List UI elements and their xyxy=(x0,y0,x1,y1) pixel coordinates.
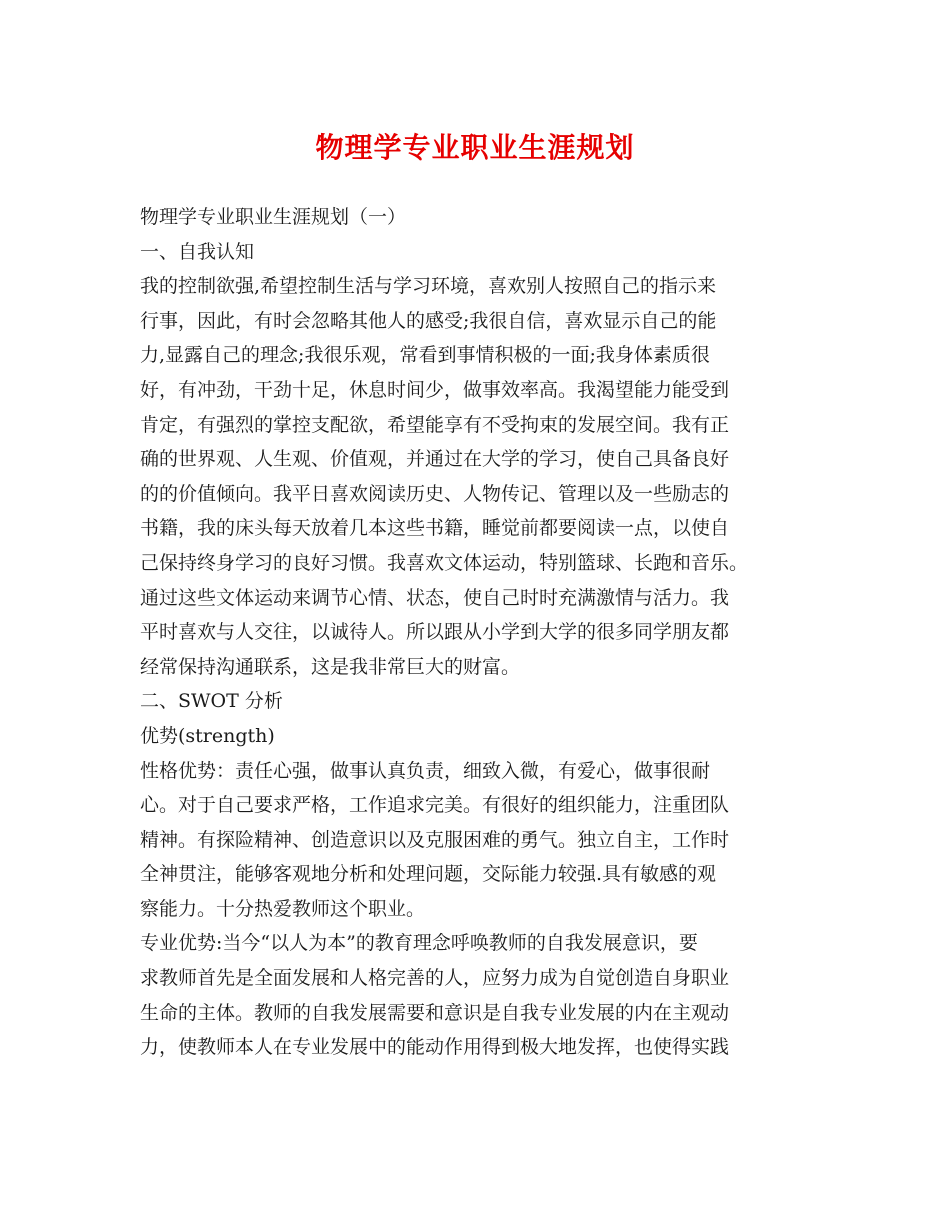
paragraph-line: 力,显露自己的理念;我很乐观，常看到事情积极的一面;我身体素质很 xyxy=(140,344,710,367)
paragraph-line: 优势(strength) xyxy=(140,724,275,747)
paragraph-line: 力，使教师本人在专业发展中的能动作用得到极大地发挥，也使得实践 xyxy=(140,1036,730,1059)
paragraph-line: 性格优势：责任心强，做事认真负责，细致入微，有爱心，做事很耐 xyxy=(140,759,711,782)
paragraph-line: 物理学专业职业生涯规划（一） xyxy=(140,206,407,228)
paragraph-line: 全神贯注，能够客观地分析和处理问题，交际能力较强.具有敏感的观 xyxy=(140,863,717,886)
paragraph-line: 察能力。十分热爱教师这个职业。 xyxy=(140,897,426,920)
paragraph-line: 行事，因此，有时会忽略其他人的感受;我很自信，喜欢显示自己的能 xyxy=(140,309,717,332)
paragraph-line: 一、自我认知 xyxy=(140,240,255,263)
document-body xyxy=(140,200,820,1065)
paragraph-line: 肯定，有强烈的掌控支配欲，希望能享有不受拘束的发展空间。我有正 xyxy=(140,413,730,436)
paragraph-line: 好，有冲劲，干劲十足，休息时间少，做事效率高。我渴望能力能受到 xyxy=(140,378,730,401)
paragraph-line: 精神。有探险精神、创造意识以及克服困难的勇气。独立自主，工作时 xyxy=(140,828,730,851)
paragraph-line: 我的控制欲强,希望控制生活与学习环境，喜欢别人按照自己的指示来 xyxy=(140,275,717,298)
paragraph-line: 专业优势:当今“以人为本”的教育理念呼唤教师的自我发展意识，要 xyxy=(140,932,698,955)
paragraph-line: 确的世界观、人生观、价值观，并通过在大学的学习，使自己具备良好 xyxy=(140,448,730,471)
paragraph-line: 生命的主体。教师的自我发展需要和意识是自我专业发展的内在主观动 xyxy=(140,1001,730,1024)
document-title: 物理学专业职业生涯规划 xyxy=(315,131,635,164)
paragraph-line: 平时喜欢与人交往，以诚待人。所以跟从小学到大学的很多同学朋友都 xyxy=(140,621,730,644)
paragraph-line: 的的价值倾向。我平日喜欢阅读历史、人物传记、管理以及一些励志的 xyxy=(140,482,730,505)
paragraph-line: 求教师首先是全面发展和人格完善的人，应努力成为自觉创造自身职业 xyxy=(140,967,730,990)
paragraph-line: 己保持终身学习的良好习惯。我喜欢文体运动，特别篮球、长跑和音乐。 xyxy=(140,551,749,574)
paragraph-line: 经常保持沟通联系，这是我非常巨大的财富。 xyxy=(140,655,521,678)
paragraph-line: 书籍，我的床头每天放着几本这些书籍，睡觉前都要阅读一点，以使自 xyxy=(140,517,730,540)
paragraph-line: 二、SWOT 分析 xyxy=(140,690,283,713)
paragraph-line: 心。对于自己要求严格，工作追求完美。有很好的组织能力，注重团队 xyxy=(140,794,730,817)
paragraph-line: 通过这些文体运动来调节心情、状态，使自己时时充满激情与活力。我 xyxy=(140,586,730,609)
